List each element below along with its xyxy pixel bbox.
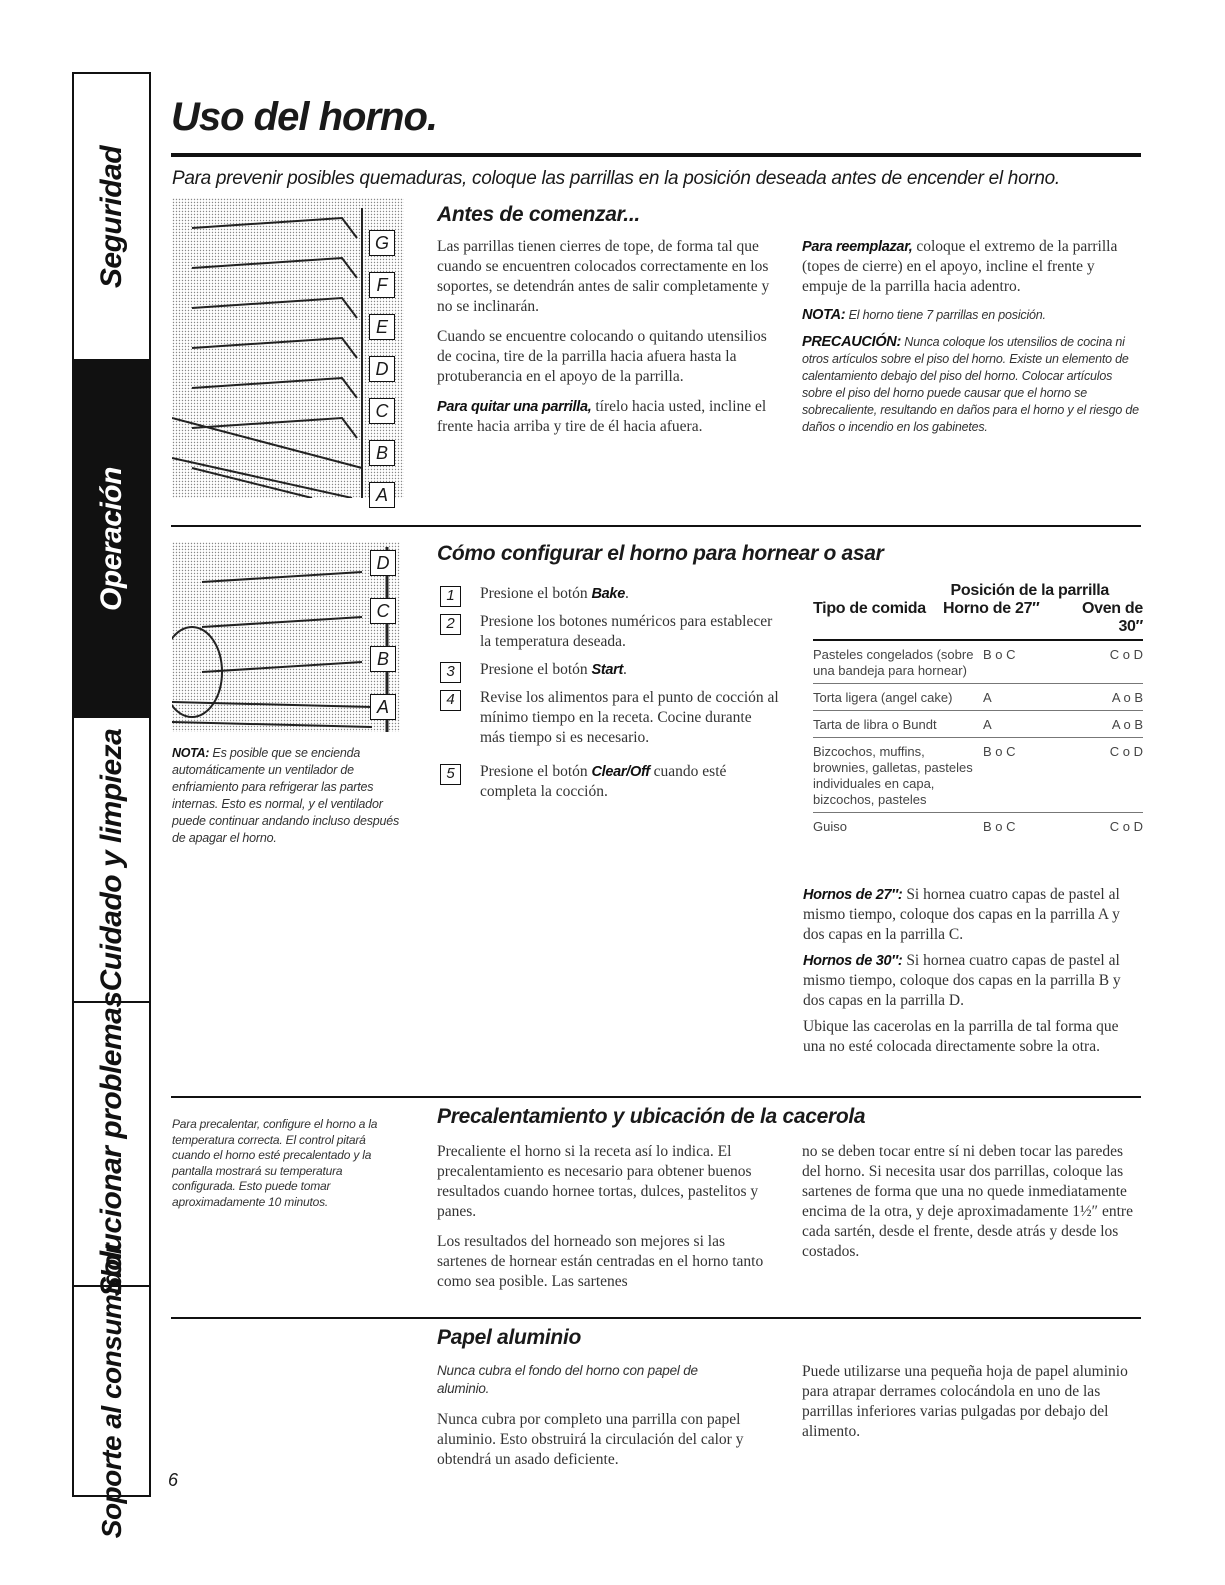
rack-letter: D (370, 550, 396, 576)
table-cell: C o D (1109, 647, 1143, 662)
lead-text: Hornos de 27″: (803, 887, 903, 903)
oven-rack-closeup-illustration (172, 542, 400, 732)
table-row (813, 738, 1143, 813)
tab-label: Seguridad (94, 145, 128, 288)
preheat-side-note: Para precalentar, configure el horno a la temperatura correcta. El control pitará cuando el horno esté precalentado y la pantalla mostrará su temperatura configurada. Esto puede tomar aproximadamente 10 minutos. (172, 1117, 378, 1209)
step-text (480, 660, 780, 680)
table-header-row (813, 600, 1143, 641)
preheat-paragraph: Precaliente el horno si la receta así lo indica. El precalentamiento es necesario para obtener buenos resultados cuando hornee tortas, dulces, pastelitos y panes. (437, 1143, 759, 1220)
section-title-aluminio: Papel aluminio (437, 1326, 581, 1349)
rack-letter: G (369, 230, 395, 256)
column-header: Oven de 30″ (1081, 600, 1143, 635)
step-item (440, 584, 780, 604)
ubique-text: Ubique las cacerolas en la parrilla de tal forma que una no esté colocada directamente sobre la otra. (803, 1018, 1119, 1055)
rack-letter: B (369, 440, 395, 466)
column-header: Horno de 27″ (943, 600, 1040, 617)
rack-letter: A (369, 482, 395, 508)
lead-text: NOTA: (802, 307, 846, 323)
step-item (440, 660, 780, 680)
precaucion-text (802, 334, 1142, 436)
table-cell: B o C (983, 647, 1016, 662)
steps-list (440, 584, 780, 810)
antes-col-left (437, 237, 779, 447)
lead-text: Para quitar una parrilla, (437, 399, 592, 415)
title-rule (171, 153, 1141, 157)
antes-col-right (802, 237, 1142, 436)
table-cell: B o C (983, 744, 1016, 759)
table-cell: Pasteles congelados (sobre una bandeja para hornear) (813, 647, 974, 678)
table-cell: Torta ligera (angel cake) (813, 690, 953, 705)
button-name: Clear/Off (591, 764, 650, 780)
rack-letter: B (370, 646, 396, 672)
section-divider (171, 1096, 1141, 1098)
step-number: 2 (440, 614, 461, 635)
tab-label: Cuidado y limpieza (94, 728, 128, 991)
body-text: Presione los botones numéricos para establecer la temperatura deseada. (480, 613, 773, 650)
rack-letter: E (369, 314, 395, 340)
lead-text: Hornos de 30″: (803, 953, 903, 969)
button-name: Start (591, 662, 624, 678)
body-text: coloque el extremo de la parrilla (topes de cierre) en el apoyo, incline el frente y empuje de la parrilla hacia adentro. (802, 238, 1118, 295)
fan-note (172, 745, 402, 847)
step-text (480, 762, 780, 802)
intro-warning: Para prevenir posibles quemaduras, coloque las parrillas en la posición deseada antes de encender el horno. (172, 168, 1060, 189)
table-cell: Tarta de libra o Bundt (813, 717, 937, 732)
step-number: 5 (440, 764, 461, 785)
preheat-paragraph: Los resultados del horneado son mejores si las sartenes de hornear están centradas en el horno tanto como sea posible. Las sartenes (437, 1233, 764, 1290)
step-item (440, 688, 780, 748)
body-text: Si hornea cuatro capas de pastel al mismo tiempo, coloque dos capas en la parrilla A y dos capas en la parrilla C. (803, 886, 1120, 943)
tab-label: Operación (94, 466, 128, 611)
section-divider (171, 525, 1141, 527)
aluminio-paragraph: Nunca cubra por completo una parrilla con papel aluminio. Esto obstruirá la circulación del calor y obtendrá un asado deficiente. (437, 1411, 744, 1468)
note-30 (803, 951, 1141, 1011)
tab-operacion[interactable] (74, 361, 149, 718)
step-text (480, 612, 780, 652)
step-text (480, 584, 780, 604)
section-divider (171, 1317, 1141, 1319)
table-cell: C o D (1109, 744, 1143, 759)
body-text: . (623, 661, 627, 678)
body-text: El horno tiene 7 parrillas en posición. (845, 308, 1046, 322)
preheat-paragraph: no se deben tocar entre sí ni deben tocar las paredes del horno. Si necesita usar dos parrillas, coloque las sartenes de forma que una no quede inmediatamente encima de la otra, y deje aproximadamente 1½″ entre cada sartén, desde el frente, desde atrás y desde los costados. (802, 1143, 1133, 1260)
body-text: Es posible que se encienda automáticamente un ventilador de enfriamiento para refrigerar las partes internas. Esto es normal, y el ventilador puede continuar andando incluso después de apagar el horno. (172, 746, 400, 845)
body-text: Presione el botón (480, 763, 592, 780)
aluminio-col-left (437, 1362, 772, 1480)
rack-letter: A (370, 694, 396, 720)
aluminio-warning: Nunca cubra el fondo del horno con papel de aluminio. (437, 1363, 698, 1396)
antes-paragraph (802, 237, 1142, 297)
body-text: Presione el botón (480, 585, 592, 602)
table-cell: A o B (1111, 690, 1143, 705)
configurar-rack-letters (370, 550, 396, 742)
step-item (440, 762, 780, 802)
table-row (813, 641, 1143, 684)
table-cell: Guiso (813, 819, 847, 834)
step-item (440, 612, 780, 652)
section-title-configurar: Cómo configurar el horno para hornear o asar (437, 542, 884, 565)
step-number: 3 (440, 662, 461, 683)
rack-letter: C (370, 598, 396, 624)
aluminio-paragraph: Puede utilizarse una pequeña hoja de papel aluminio para atrapar derrames colocándola en uno de las parrillas inferiores varias pulgadas por debajo del alimento. (802, 1363, 1128, 1440)
table-row (813, 684, 1143, 711)
table-cell: C o D (1109, 819, 1143, 834)
preheat-col-right (802, 1142, 1142, 1272)
body-text: . (624, 585, 629, 602)
tab-label: Soporte al consumidor (95, 1243, 127, 1539)
step-text (480, 688, 780, 748)
nota-text (802, 307, 1142, 324)
column-header: Tipo de comida (813, 600, 926, 617)
table-cell: Bizcochos, muffins, brownies, galletas, pasteles individuales en capa, bizcochos, pasteles (813, 744, 973, 807)
rack-letter: C (369, 398, 395, 424)
page-number: 6 (168, 1470, 179, 1490)
rack-letter: F (369, 272, 395, 298)
antes-rack-letters (369, 230, 395, 524)
table-cell: B o C (983, 819, 1016, 834)
antes-paragraph: Cuando se encuentre colocando o quitando utensilios de cocina, tire de la parrilla hacia afuera hasta la protuberancia en el apoyo de la parrilla. (437, 328, 767, 385)
step-number: 4 (440, 690, 461, 711)
step-number: 1 (440, 586, 461, 607)
body-text: tírelo hacia usted, incline el frente hacia arriba y tire de él hacia afuera. (437, 398, 767, 435)
body-text: Si hornea cuatro capas de pastel al mismo tiempo, coloque dos capas en la parrilla B y dos capas en la parrilla D. (803, 952, 1121, 1009)
page-title: Uso del horno. (171, 95, 437, 139)
body-text: Revise los alimentos para el punto de cocción al mínimo tiempo en la receta. Cocine durante más tiempo si es necesario. (480, 689, 779, 746)
lead-text: NOTA: (172, 746, 210, 760)
tab-soporte-al-consumidor[interactable] (74, 1243, 149, 1539)
table-cell: A (983, 717, 992, 732)
rack-position-table (813, 582, 1143, 839)
antes-paragraph (437, 397, 779, 437)
table-cell: A (983, 690, 992, 705)
body-text: cuando esté completa la cocción. (480, 763, 727, 800)
aluminio-col-right (802, 1362, 1142, 1452)
button-name: Bake (591, 586, 625, 602)
body-text: Presione el botón (480, 661, 592, 678)
section-title-precalentamiento: Precalentamiento y ubicación de la cacerola (437, 1105, 866, 1128)
preheat-col-left (437, 1142, 777, 1302)
table-group-header: Posición de la parrilla (950, 582, 1109, 599)
lead-text: Para reemplazar, (802, 239, 913, 255)
oven-size-notes (803, 885, 1141, 1067)
sidebar-tabs (72, 72, 151, 1539)
rack-letter: D (369, 356, 395, 382)
antes-paragraph: Las parrillas tienen cierres de tope, de forma tal que cuando se encuentren colocados correctamente en los soportes, se detendrán antes de salir completamente y no se inclinarán. (437, 238, 770, 315)
lead-text: PRECAUCIÓN: (802, 334, 902, 350)
tab-label: Solucionar problemas (94, 991, 128, 1297)
note-27 (803, 885, 1141, 945)
table-cell: A o B (1111, 717, 1143, 732)
body-text: Nunca coloque los utensilios de cocina ni otros artículos sobre el piso del horno. Existe un elemento de calentamiento debajo del piso del horno. Colocar artículos sobre el piso del horno puede causar que el horno se sobrecaliente, resultando en daños para el horno y el riesgo de daños o incendio en los gabinetes. (802, 335, 1139, 434)
tab-seguridad[interactable] (74, 74, 149, 361)
section-title-antes: Antes de comenzar... (437, 203, 640, 226)
tab-cuidado-y-limpieza[interactable] (74, 718, 149, 1003)
table-row (813, 813, 1143, 839)
table-row (813, 711, 1143, 738)
